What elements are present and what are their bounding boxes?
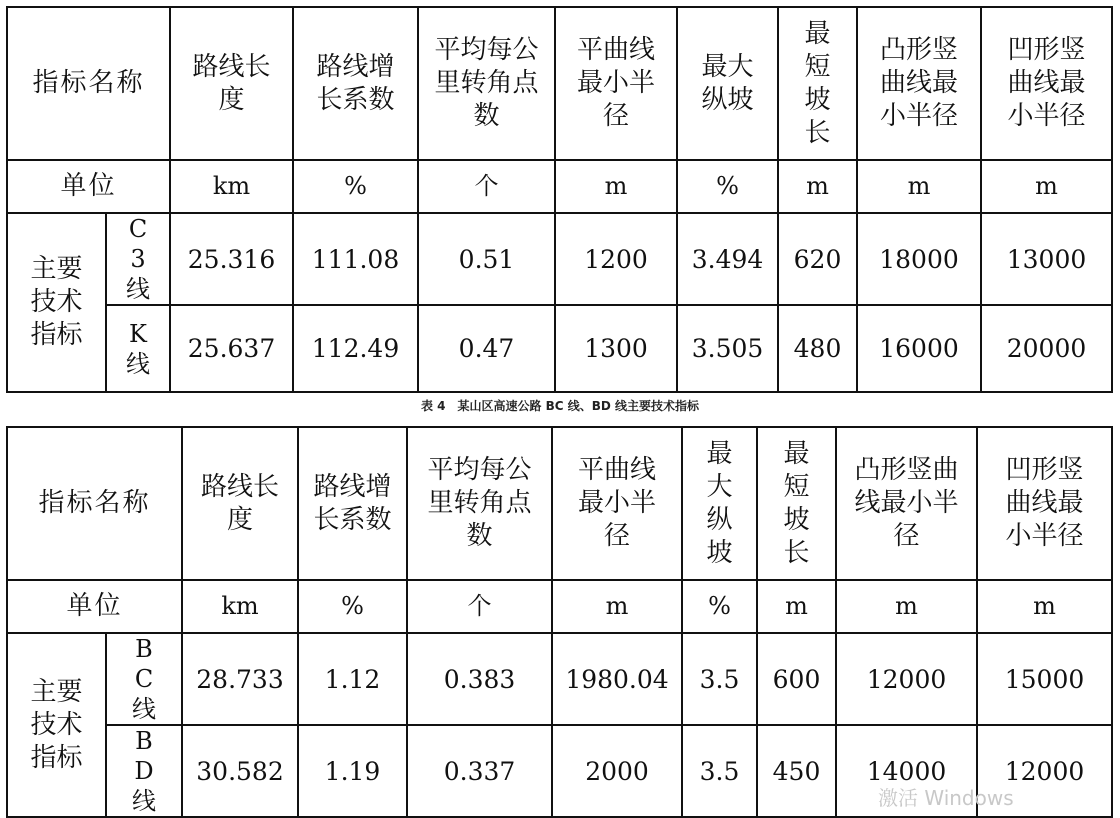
- cell-growth: 111.08: [293, 213, 418, 305]
- cell-length: 28.733: [182, 633, 298, 725]
- unit-turns: 个: [407, 580, 552, 633]
- unit-label: 单位: [7, 580, 182, 633]
- cell-convex: 12000: [836, 633, 977, 725]
- group-label: [7, 213, 106, 392]
- header-min-slope-length: [757, 427, 836, 580]
- header-indicator-name: 指标名称: [7, 427, 182, 580]
- cell-convex: 18000: [857, 213, 981, 305]
- table-row: [7, 213, 1112, 305]
- cell-min-radius: 1980.04: [552, 633, 682, 725]
- cell-turns: 0.337: [407, 725, 552, 817]
- technical-indicators-table-1: [6, 6, 1113, 393]
- header-route-length: [170, 7, 293, 160]
- line-name: [106, 633, 182, 725]
- header-concave-radius: [981, 7, 1112, 160]
- windows-activation-watermark: 激活 Windows: [878, 786, 1014, 810]
- group-label-text: 主要技术指标: [30, 676, 83, 773]
- cell-max-grade: 3.505: [677, 305, 778, 392]
- line-name: [106, 305, 170, 392]
- unit-label: 单位: [7, 160, 170, 213]
- header-turn-points-text: 平均每公里转角点数: [434, 35, 539, 131]
- header-concave-radius-text: 凹形竖曲线最小半径: [1007, 35, 1086, 131]
- header-indicator-name: 指标名称: [7, 7, 170, 160]
- line-name: [106, 725, 182, 817]
- unit-turns: 个: [418, 160, 555, 213]
- cell-concave: 20000: [981, 305, 1112, 392]
- header-min-curve-radius: [555, 7, 677, 160]
- header-min-curve-radius: [552, 427, 682, 580]
- header-turn-points-text: 平均每公里转角点数: [427, 455, 532, 551]
- cell-convex: 16000: [857, 305, 981, 392]
- cell-turns: 0.47: [418, 305, 555, 392]
- unit-length: km: [170, 160, 293, 213]
- cell-min-slope-length: 600: [757, 633, 836, 725]
- cell-convex: 14000: [836, 725, 977, 817]
- header-convex-radius-text: 凸形竖曲线最小半径: [854, 455, 959, 551]
- header-row: [7, 427, 1112, 580]
- line-name: [106, 213, 170, 305]
- table-row: [7, 305, 1112, 392]
- cell-concave: 12000: [977, 725, 1112, 817]
- header-growth-coefficient-text: 路线增长系数: [313, 471, 392, 535]
- line-name-text: K线: [126, 319, 150, 378]
- header-route-length: [182, 427, 298, 580]
- cell-min-radius: 1300: [555, 305, 677, 392]
- unit-convex: m: [857, 160, 981, 213]
- unit-max-grade: %: [682, 580, 757, 633]
- line-name-text: BC线: [132, 635, 156, 723]
- header-min-slope-length-text: 最短坡长: [804, 18, 831, 148]
- unit-row: [7, 160, 1112, 213]
- cell-min-slope-length: 620: [778, 213, 857, 305]
- unit-min-slope-length: m: [757, 580, 836, 633]
- header-growth-coefficient: [293, 7, 418, 160]
- cell-concave: 13000: [981, 213, 1112, 305]
- header-convex-radius-text: 凸形竖曲线最小半径: [880, 35, 959, 131]
- cell-length: 25.637: [170, 305, 293, 392]
- unit-concave: m: [977, 580, 1112, 633]
- unit-length: km: [182, 580, 298, 633]
- header-row: [7, 7, 1112, 160]
- cell-growth: 112.49: [293, 305, 418, 392]
- unit-concave: m: [981, 160, 1112, 213]
- cell-concave: 15000: [977, 633, 1112, 725]
- group-label-text: 主要技术指标: [30, 254, 83, 350]
- cell-min-slope-length: 480: [778, 305, 857, 392]
- unit-min-radius: m: [552, 580, 682, 633]
- cell-growth: 1.19: [298, 725, 407, 817]
- line-name-text: C3线: [126, 215, 150, 303]
- group-label: [7, 633, 106, 817]
- header-min-slope-length: [778, 7, 857, 160]
- cell-min-slope-length: 450: [757, 725, 836, 817]
- cell-max-grade: 3.5: [682, 725, 757, 817]
- header-convex-radius: [836, 427, 977, 580]
- table-caption: 表 4 某山区高速公路 BC 线、BD 线主要技术指标: [420, 399, 700, 413]
- cell-min-radius: 1200: [555, 213, 677, 305]
- header-max-grade-text: 最大纵坡: [706, 438, 733, 568]
- header-concave-radius-text: 凹形竖曲线最小半径: [1005, 455, 1084, 551]
- cell-min-radius: 2000: [552, 725, 682, 817]
- unit-convex: m: [836, 580, 977, 633]
- header-min-curve-radius-text: 平曲线最小半径: [578, 455, 657, 551]
- header-route-length-text: 路线长度: [192, 51, 271, 115]
- header-convex-radius: [857, 7, 981, 160]
- header-concave-radius: [977, 427, 1112, 580]
- cell-growth: 1.12: [298, 633, 407, 725]
- header-min-curve-radius-text: 平曲线最小半径: [577, 35, 656, 131]
- cell-turns: 0.383: [407, 633, 552, 725]
- cell-length: 25.316: [170, 213, 293, 305]
- line-name-text: BD线: [132, 727, 156, 815]
- cell-length: 30.582: [182, 725, 298, 817]
- header-turn-points: [407, 427, 552, 580]
- unit-max-grade: %: [677, 160, 778, 213]
- unit-min-radius: m: [555, 160, 677, 213]
- unit-growth: %: [293, 160, 418, 213]
- technical-indicators-table-2: [6, 426, 1113, 818]
- header-max-grade-text: 最大纵坡: [701, 51, 754, 115]
- header-turn-points: [418, 7, 555, 160]
- cell-max-grade: 3.5: [682, 633, 757, 725]
- unit-growth: %: [298, 580, 407, 633]
- table-row: [7, 633, 1112, 725]
- header-route-length-text: 路线长度: [201, 471, 280, 535]
- unit-row: [7, 580, 1112, 633]
- header-growth-coefficient: [298, 427, 407, 580]
- header-growth-coefficient-text: 路线增长系数: [316, 51, 395, 115]
- header-max-grade: [682, 427, 757, 580]
- header-max-grade: [677, 7, 778, 160]
- unit-min-slope-length: m: [778, 160, 857, 213]
- header-min-slope-length-text: 最短坡长: [783, 438, 810, 568]
- cell-turns: 0.51: [418, 213, 555, 305]
- cell-max-grade: 3.494: [677, 213, 778, 305]
